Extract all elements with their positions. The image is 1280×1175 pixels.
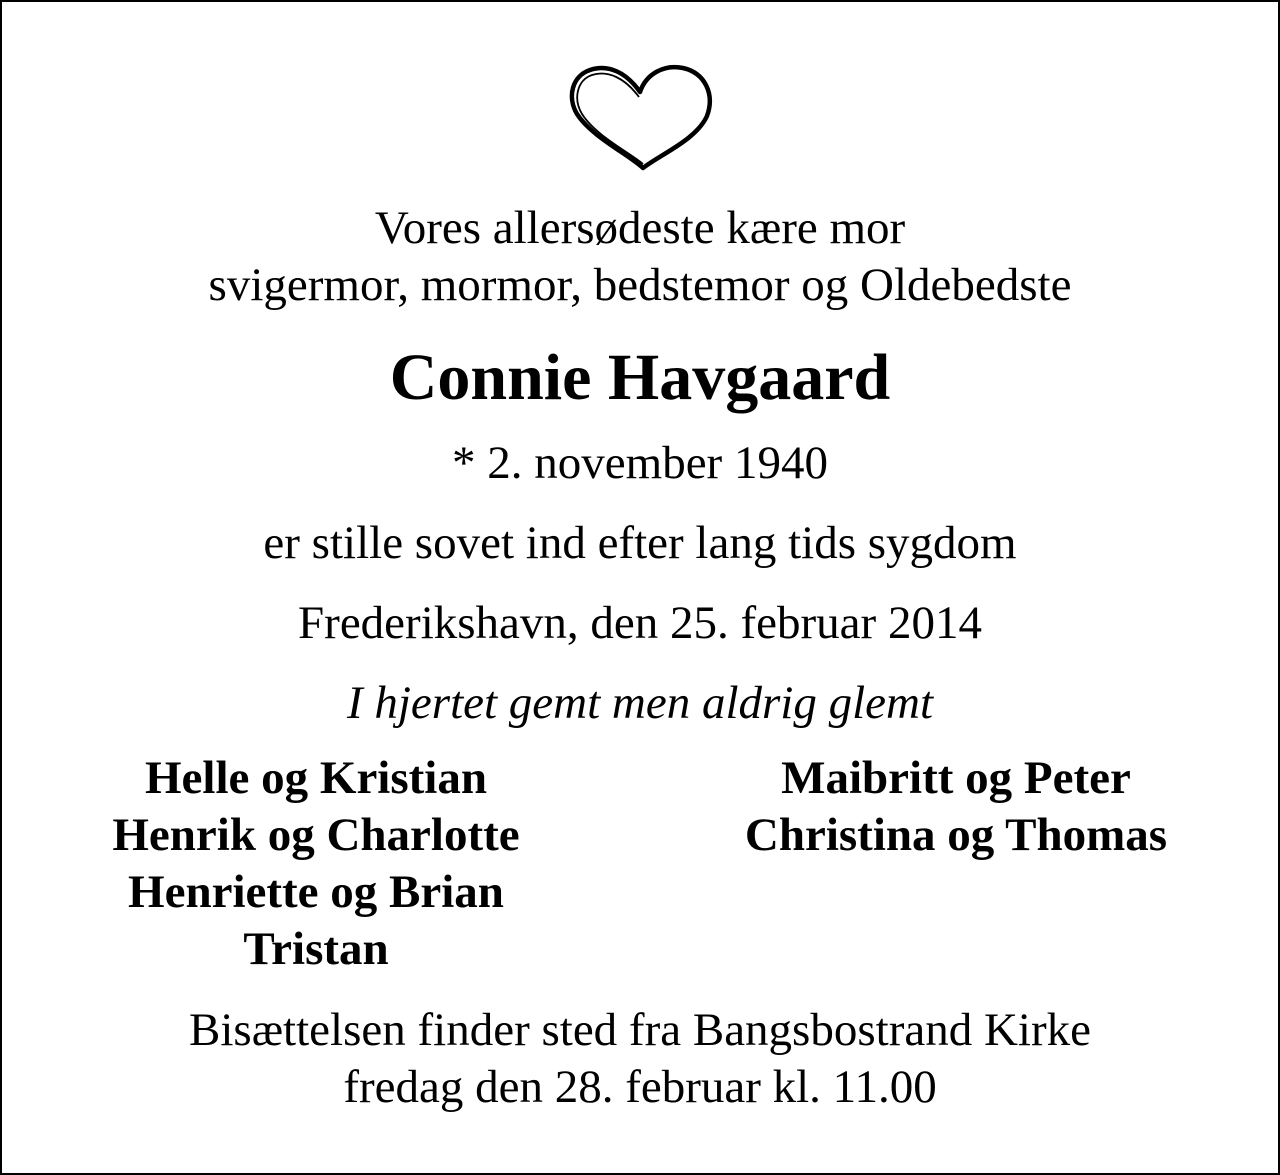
funeral-info [2,1002,1278,1116]
mourners-right-column [656,750,1256,864]
mourner-name: Helle og Kristian [144,752,487,804]
deceased-name: Connie Havgaard [389,341,891,414]
passing-text: er stille sovet ind efter lang tids sygdom [263,517,1017,569]
intro-text [2,200,1278,314]
mourner-name: Maibritt og Peter [781,752,1131,804]
intro-line: Vores allersødeste kære mor [374,202,906,254]
funeral-line: Bisættelsen finder sted fra Bangsbostrand Kirke [189,1004,1091,1056]
memorial-motto: I hjertet gemt men aldrig glemt [346,677,934,729]
mourner-name: Henriette og Brian [128,866,504,918]
mourner-name: Christina og Thomas [744,809,1168,861]
intro-line: svigermor, mormor, bedstemor og Oldebedste [208,259,1072,311]
mourners-left-column [16,750,616,978]
mourner-name: Tristan [243,923,389,975]
funeral-line: fredag den 28. februar kl. 11.00 [343,1061,937,1113]
birth-date: * 2. november 1940 [452,437,828,489]
place-and-date: Frederikshavn, den 25. februar 2014 [298,597,982,649]
mourner-name: Henrik og Charlotte [112,809,520,861]
heart-icon [568,64,718,174]
